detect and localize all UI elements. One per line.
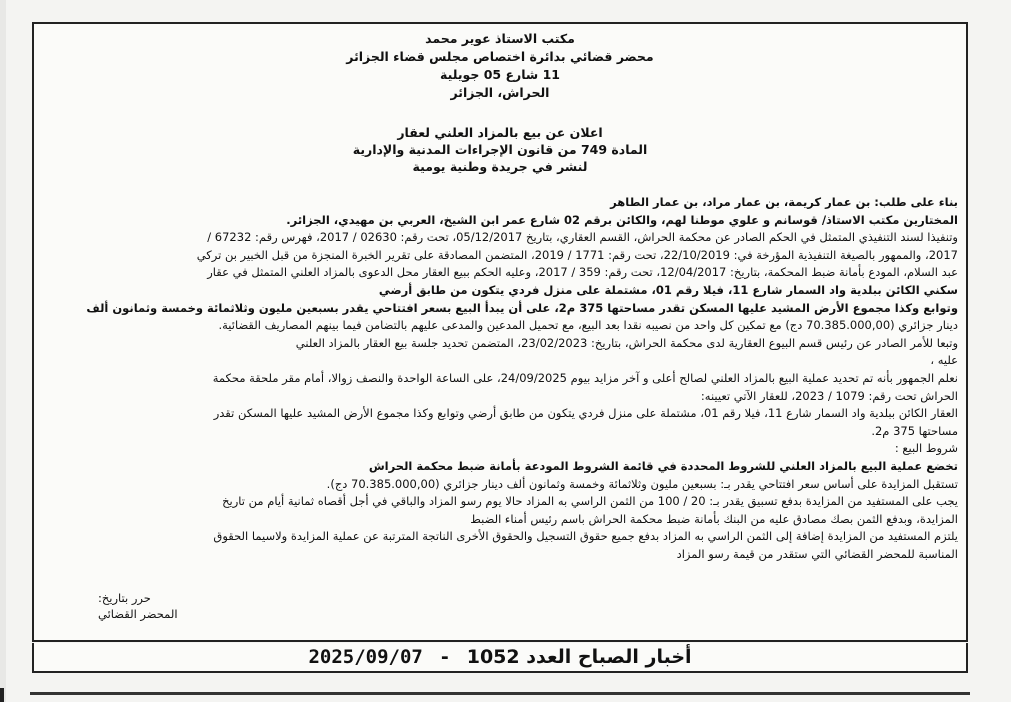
body-line: العقار الكائن ببلدية واد السمار شارع 11، فيلا رقم 01، مشتملة على منزل فردي يتكون من طابق أرضي وتوابع وكذا مجموع الأرض المشيد عليها المسكن تقدر <box>213 406 958 421</box>
body-line: مساحتها 375 م2. <box>871 423 958 438</box>
body-line: تستقبل المزايدة على أساس سعر افتتاحي يقدر بـ: بسبعين مليون وثلاثمائة وخمسة وثمانون ألف دينار جزائري (70.385.000,00 دج). <box>326 476 958 491</box>
body-line: تخضع عملية البيع بالمزاد العلني للشروط المحددة في قائمة الشروط المودعة بأمانة ضبط محكمة الحراش <box>368 458 958 473</box>
body-line: عليه ، <box>930 353 958 368</box>
newspaper-footer <box>32 643 968 673</box>
body-line: المزايدة، وبدفع الثمن بصك مصادق عليه من البنك بأمانة ضبط محكمة الحراش باسم رئيس أمناء الضبط <box>470 511 958 526</box>
office-street: 11 شارع 05 جويلية <box>440 67 560 82</box>
edge-mark <box>0 688 4 702</box>
body-line: وتوابع وكذا مجموع الأرض المشيد عليها المسكن تقدر مساحتها 375 م2، على أن يبدأ البيع بسعر افتتاحي يقدر بسبعين مليون وثلاثمائة وخمسة وثمانون ألف <box>86 300 958 315</box>
body-line: عبد السلام، المودع بأمانة ضبط المحكمة، بتاريخ: 12/04/2017، تحت رقم: 359 / 2017، وعليه الحكم ببيع العقار محل الدعوى بالمزاد العلني المتمثل في عقار <box>207 265 958 280</box>
title-line-2: المادة 749 من قانون الإجراءات المدنية والإدارية <box>352 142 648 157</box>
footer-separator: - <box>440 646 449 668</box>
bailiff-header <box>34 30 966 102</box>
office-name: مكتب الاستاذ عوير محمد <box>425 31 575 46</box>
bailiff-role: محضر قضائي بدائرة اختصاص مجلس قضاء الجزائر <box>346 49 654 64</box>
office-city: الحراش، الجزائر <box>450 85 550 100</box>
announcement-title <box>34 124 966 175</box>
page-edge <box>0 0 6 702</box>
title-line-3: لنشر في جريدة وطنية يومية <box>412 159 588 174</box>
body-line: الحراش تحت رقم: 1079 / 2023، للعقار الآتي تعيينه: <box>700 388 958 403</box>
newspaper-issue: أخبار الصباح العدد 1052 <box>466 646 692 668</box>
announcement-frame <box>32 22 968 642</box>
body-line: المختارين مكتب الاستاذ/ قوسانم و علوي موطنا لهم، والكائن برقم 02 شارع عمر ابن الشيخ، العربي بن مهيدي، الجزائر. <box>286 212 958 227</box>
body-line: يلتزم المستفيد من المزايدة إضافة إلى الثمن الراسي به المزاد بدفع جميع حقوق التسجيل والحقوق الأخرى الناتجة المترتبة عن عملية المزايدة ولاسيما الحقوق <box>213 529 958 544</box>
bottom-divider <box>30 692 970 695</box>
body-line: سكني الكائن ببلدية واد السمار شارع 11، فيلا رقم 01، مشتملة على منزل فردي يتكون من طابق أرضي <box>378 282 958 297</box>
drafted-on-label: حرر بتاريخ: <box>98 591 151 605</box>
body-line: دينار جزائري (70.385.000,00 دج) مع تمكين كل واحد من نصيبه نقدا بعد البيع، مع تحميل المدعين والمدعى عليهم بالتضامن فيما بينهم المصاريف القضائية. <box>218 318 958 333</box>
issue-date: 2025/09/07 <box>308 646 423 668</box>
title-line-1: اعلان عن بيع بالمزاد العلني لعقار <box>397 125 603 140</box>
body-line: وتبعا للأمر الصادر عن رئيس قسم البيوع العقارية لدى محكمة الحراش، بتاريخ: 23/02/2023، المتضمن تحديد جلسة بيع العقار بالمزاد العلني <box>295 335 958 350</box>
body-line: نعلم الجمهور بأنه تم تحديد عملية البيع بالمزاد العلني لصالح أعلى و آخر مزايد بيوم 24/09/2025، على الساعة الواحدة والنصف زوالا، أمام مقر ملحقة محكمة <box>212 370 958 385</box>
body-line: 2017، والممهور بالصيغة التنفيذية المؤرخة في: 22/10/2019، تحت رقم: 1771 / 2019، المتضمن المصادقة على تقرير الخبرة المنجزة من قبل الخبير بن تركي <box>196 247 958 262</box>
bailiff-signature-label: المحضر القضائي <box>98 607 178 621</box>
body-line: يجب على المستفيد من المزايدة بدفع تسبيق يقدر بـ: 20 / 100 من الثمن الراسي به المزاد حالا يوم رسو المزاد والباقي في أجل أقصاه ثمانية أيام من تاريخ <box>222 494 958 509</box>
announcement-body <box>42 194 958 563</box>
body-line: المناسبة للمحضر القضائي التي ستقدر من قيمة رسو المزاد <box>676 546 958 561</box>
body-line: وتنفيذا لسند التنفيذي المتمثل في الحكم الصادر عن محكمة الحراش، القسم العقاري، بتاريخ 05/12/2017، تحت رقم: 02630 / 2017، فهرس رقم: 67232 / <box>207 230 958 245</box>
body-line: شروط البيع : <box>894 441 958 456</box>
body-line: بناء على طلب: بن عمار كريمة، بن عمار مراد، بن عمار الطاهر <box>610 195 958 209</box>
signature-block <box>98 590 178 622</box>
